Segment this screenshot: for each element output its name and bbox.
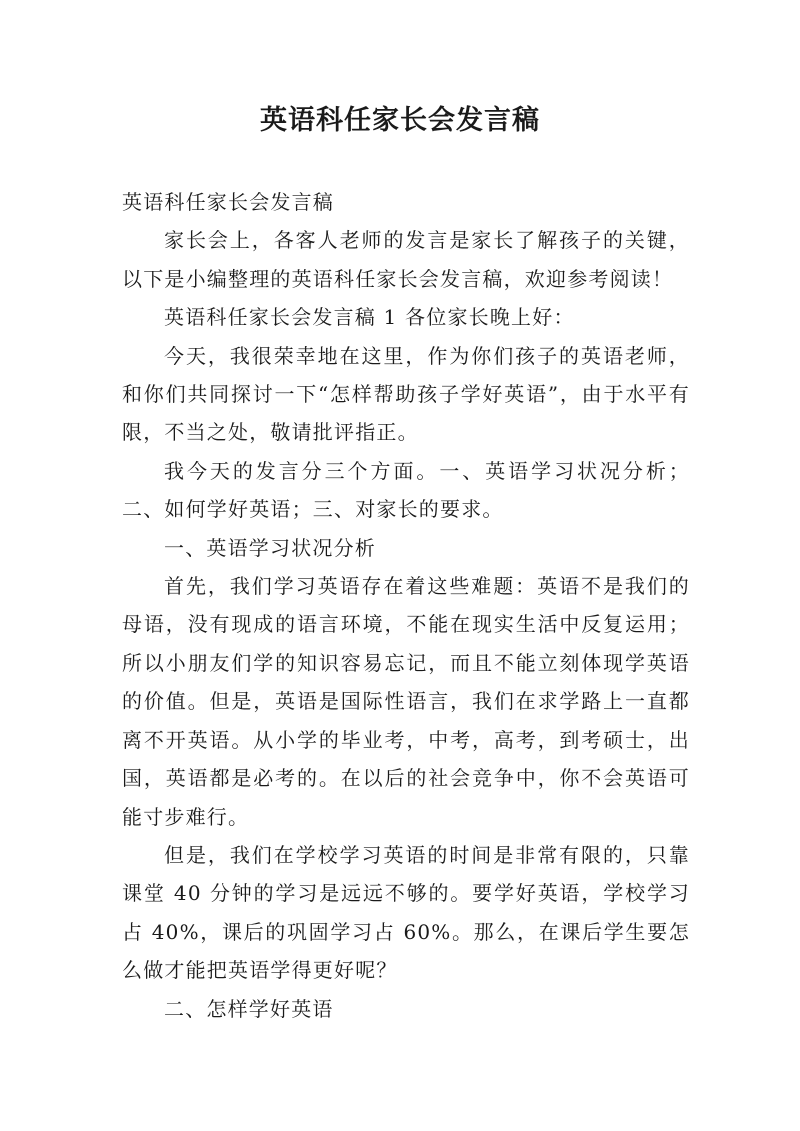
analysis-paragraph: 首先，我们学习英语存在着这些难题：英语不是我们的母语，没有现成的语言环境，不能在现实生活中反复运用；所以小朋友们学的知识容易忘记，而且不能立刻体现学英语的价值。但是，英语是国际性语言，我们在求学路上一直都离不开英语。从小学的毕业考，中考，高考，到考硕士，出国，英语都是必考的。在以后的社会竞争中，你不会英语可能寸步难行。 — [122, 574, 690, 829]
intro-paragraph: 家长会上，各客人老师的发言是家长了解孩子的关键，以下是小编整理的英语科任家长会发言稿，欢迎参考阅读！ — [122, 228, 690, 291]
opening-paragraph: 今天，我很荣幸地在这里，作为你们孩子的英语老师，和你们共同探讨一下“怎样帮助孩子学好英语”，由于水平有限，不当之处，敬请批评指正。 — [122, 343, 690, 445]
document-body — [122, 183, 690, 1028]
document-title: 英语科任家长会发言稿 — [260, 105, 540, 136]
time-limit-paragraph: 但是，我们在学校学习英语的时间是非常有限的，只靠课堂 40 分钟的学习是远远不够的。要学好英语，学校学习占 40%，课后的巩固学习占 60%。那么，在课后学生要怎么做才能把英语学得更好呢？ — [122, 842, 690, 983]
outline-paragraph: 我今天的发言分三个方面。一、英语学习状况分析；二、如何学好英语；三、对家长的要求。 — [122, 458, 690, 522]
greeting-paragraph: 英语科任家长会发言稿 1 各位家长晚上好： — [164, 305, 575, 330]
section-heading-2: 二、怎样学好英语 — [164, 996, 334, 1021]
subtitle-paragraph: 英语科任家长会发言稿 — [122, 190, 334, 214]
section-heading-1: 一、英语学习状况分析 — [164, 535, 376, 560]
